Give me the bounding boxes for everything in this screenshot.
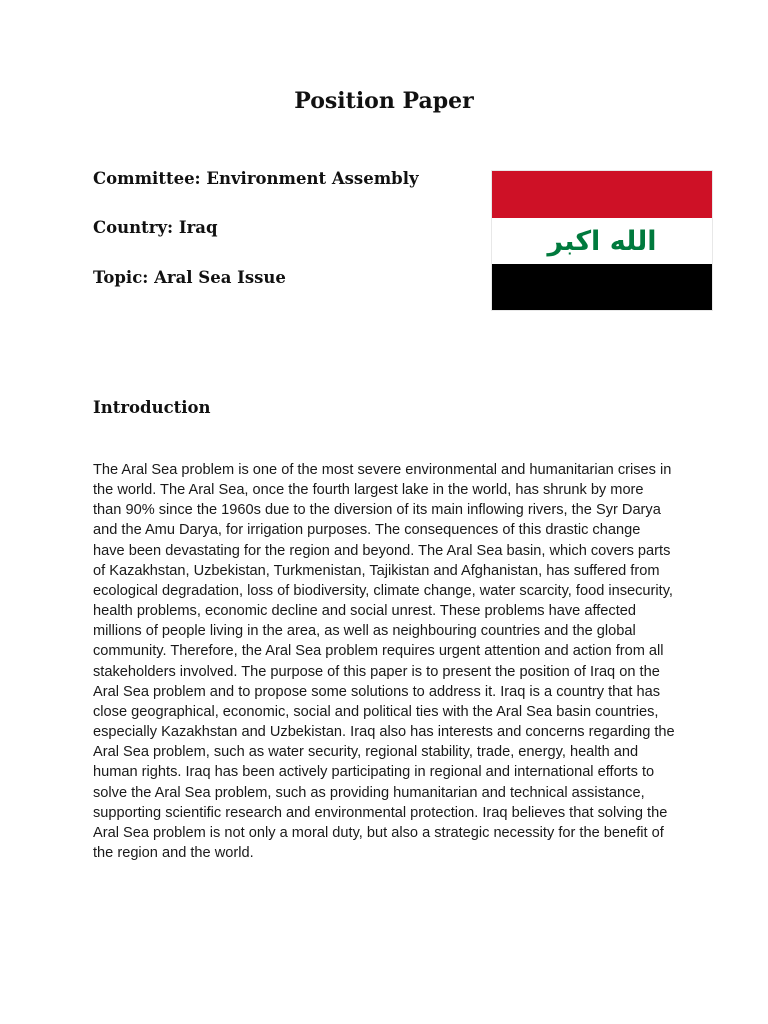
flag-red-band <box>492 171 712 218</box>
introduction-heading: Introduction <box>93 398 211 417</box>
page-title: Position Paper <box>294 88 474 114</box>
committee-line: Committee: Environment Assembly <box>93 169 419 188</box>
iraq-flag-image <box>492 171 712 310</box>
introduction-paragraph: The Aral Sea problem is one of the most severe environmental and humanitarian crises in the world. The Aral Sea, once the fourth largest lake in the world, has shrunk by more than 90% since the 1960s due to the diversion of its main inflowing rivers, the Syr Darya and the Amu Darya, for irrigation purposes. The consequences of this drastic change have been devastating for the region and beyond. The Aral Sea basin, which covers parts of Kazakhstan, Uzbekistan, Turkmenistan, Tajikistan and Afghanistan, has suffered from ecological degradation, loss of biodiversity, climate change, water scarcity, food insecurity, health problems, economic decline and social unrest. These problems have affected millions of people living in the area, as well as neighbouring countries and the global community. Therefore, the Aral Sea problem requires urgent attention and action from all stakeholders involved. The purpose of this paper is to present the position of Iraq on the Aral Sea problem and to propose some solutions to address it. Iraq is a country that has close geographical, economic, social and political ties with the Aral Sea basin countries, especially Kazakhstan and Uzbekistan. Iraq also has interests and concerns regarding the Aral Sea problem, such as water security, regional stability, trade, energy, health and human rights. Iraq has been actively participating in regional and international efforts to solve the Aral Sea problem, such as providing humanitarian and technical assistance, supporting scientific research and environmental protection. Iraq believes that solving the Aral Sea problem is not only a moral duty, but also a strategic necessity for the benefit of the region and the world. <box>93 462 675 861</box>
country-line: Country: Iraq <box>93 218 218 237</box>
iraq-flag <box>492 171 712 310</box>
flag-inscription: الله اكبر <box>547 226 657 257</box>
flag-black-band <box>492 264 712 310</box>
topic-line: Topic: Aral Sea Issue <box>93 268 286 287</box>
